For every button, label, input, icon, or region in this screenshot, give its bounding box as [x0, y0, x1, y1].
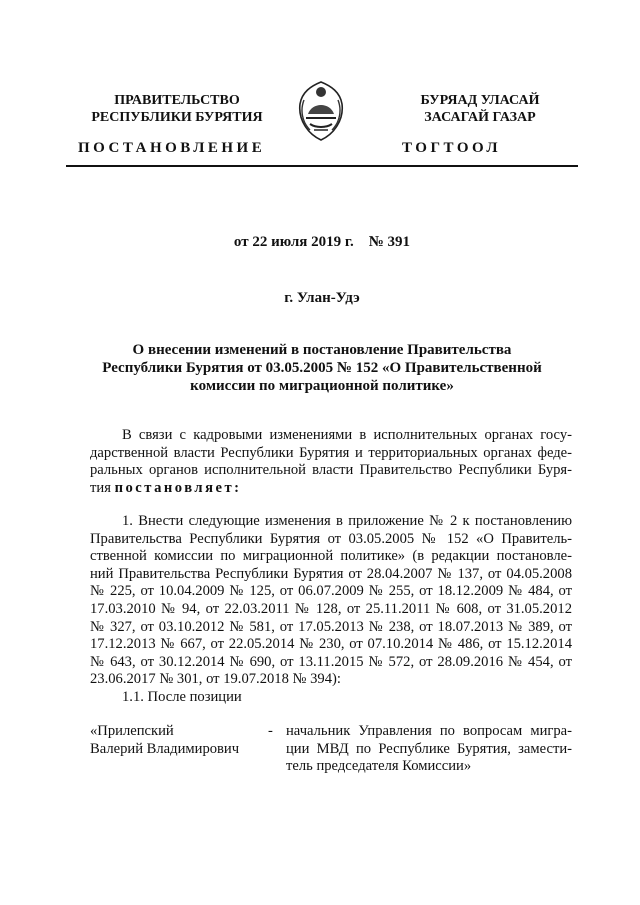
position-dash: -	[268, 723, 273, 739]
role-line-1: начальник Управления по вопросам мигра-	[286, 723, 572, 739]
header-left-line-2: РЕСПУБЛИКИ БУРЯТИЯ	[91, 110, 263, 125]
title-line-3: комиссии по миграционной политике»	[190, 378, 454, 394]
preamble-line-3: ральных органов исполнительной власти Правительство Республики Буря-	[90, 462, 572, 479]
title-line-1: О внесении изменений в постановление Правительства	[132, 342, 512, 358]
item-1-line-2: Правительства Республики Бурятия от 03.05.2005 № 152 «О Правитель-	[90, 530, 572, 547]
item-1-line-10: 23.06.2017 № 301, от 19.07.2018 № 394):	[90, 671, 341, 688]
item-1-line-5: № 225, от 10.04.2009 № 125, от 06.07.2009 № 255, от 18.12.2009 № 484, от	[90, 583, 572, 600]
title-line-2: Республики Бурятия от 03.05.2005 № 152 «О Правительственной	[102, 360, 542, 376]
item-1-line-7: № 327, от 03.10.2012 № 581, от 17.05.2013 № 238, от 18.07.2013 № 389, от	[90, 618, 572, 635]
header-right-block	[380, 92, 580, 126]
doc-type-russian: ПОСТАНОВЛЕНИЕ	[78, 140, 266, 156]
item-1-line-4: ний Правительства Республики Бурятия от 28.04.2007 № 137, от 04.05.2008	[90, 565, 572, 582]
person-name-line-2: Валерий Владимирович	[90, 740, 240, 757]
item-1-line-6: 17.03.2010 № 94, от 22.03.2011 № 128, от 25.11.2011 № 608, от 31.05.2012	[90, 600, 572, 617]
preamble-paragraph	[90, 427, 572, 497]
person-name-line-1: «Прилепский	[90, 723, 174, 739]
date-and-number: от 22 июля 2019 г. № 391	[233, 234, 411, 250]
header-divider	[66, 165, 578, 167]
role-line-3: тель председателя Комиссии»	[286, 758, 472, 775]
city-line: г. Улан-Удэ	[284, 290, 360, 306]
preamble-line-1: В связи с кадровыми изменениями в исполнительных органах госу-	[122, 427, 572, 443]
role-line-2: ции МВД по Республике Бурятия, замести-	[286, 740, 572, 757]
header-left-line-1: ПРАВИТЕЛЬСТВО	[114, 93, 240, 108]
document-title	[66, 341, 578, 395]
position-role	[286, 723, 572, 776]
header-left-block	[72, 92, 282, 126]
preamble-last-prefix: тия	[90, 479, 111, 496]
header-right-line-2: ЗАСАГАЙ ГАЗАР	[424, 110, 536, 125]
item-1-paragraph	[90, 513, 572, 707]
preamble-line-2: дарственной власти Республики Бурятия и территориальных органах феде-	[90, 444, 572, 461]
item-1-line-8: 17.12.2013 № 667, от 22.05.2014 № 230, от 07.10.2014 № 486, от 15.12.2014	[90, 636, 572, 653]
position-person-name	[90, 723, 270, 758]
header-right-line-1: БУРЯАД УЛАСАЙ	[420, 93, 540, 108]
doc-type-buryat: ТОГТООЛ	[402, 140, 502, 156]
item-1-1-line: 1.1. После позиции	[122, 688, 242, 705]
item-1-line-1: 1. Внести следующие изменения в приложение № 2 к постановлению	[122, 513, 572, 529]
item-1-line-3: ственной комиссии по миграционной политике» (в редакции постановле-	[90, 548, 572, 565]
coat-of-arms-icon	[296, 80, 346, 142]
resolves-word: постановляет:	[114, 479, 242, 496]
item-1-line-9: № 643, от 30.12.2014 № 690, от 13.11.2015 № 572, от 28.09.2016 № 454, от	[90, 653, 572, 670]
preamble-line-4	[90, 480, 572, 498]
